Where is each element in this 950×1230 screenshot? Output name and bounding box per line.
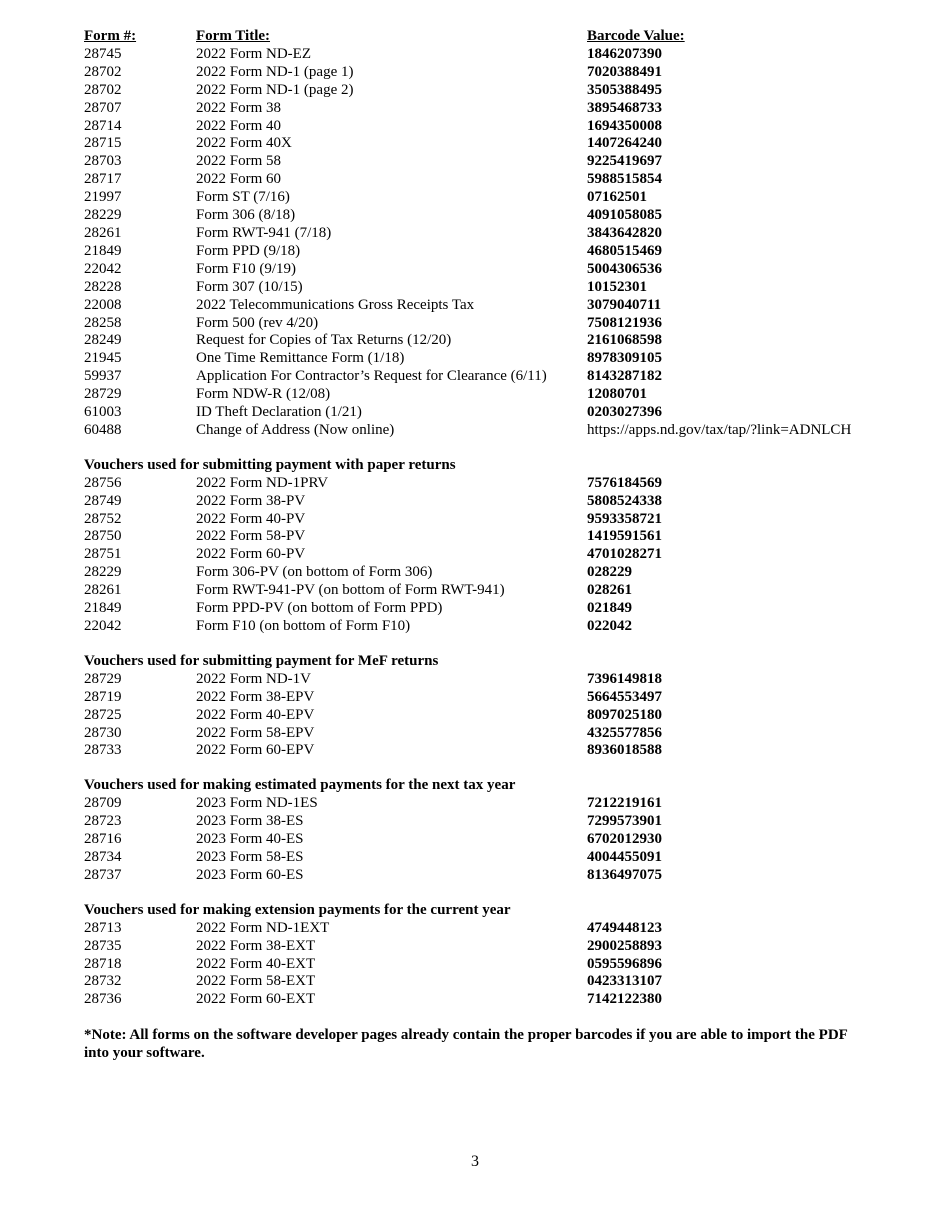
form-title: Request for Copies of Tax Returns (12/20) [196,332,452,349]
form-number: 61003 [84,404,122,421]
form-number: 28733 [84,742,122,759]
form-number: 28716 [84,831,122,848]
form-title: 2022 Form 38-EPV [196,688,315,705]
barcode-value: 8143287182 [587,368,662,385]
table-row [84,546,864,564]
form-title: 2022 Form 60-EXT [196,991,316,1008]
form-number: 21849 [84,242,122,259]
form-title: Change of Address (Now online) [196,421,395,438]
section-title: Vouchers used for submitting payment for MeF returns [84,652,439,669]
table-row [84,813,864,831]
form-number: 22008 [84,296,122,313]
form-number: 28228 [84,278,122,295]
barcode-value: 1407264240 [587,135,662,152]
form-number: 28736 [84,991,122,1008]
barcode-value: 07162501 [587,189,647,206]
form-title: 2022 Form 40 [196,117,282,134]
form-title: Form NDW-R (12/08) [196,386,331,403]
address-row [84,422,864,440]
barcode-value: 021849 [587,600,632,617]
table-row [84,475,864,493]
barcode-value: 1694350008 [587,117,662,134]
form-number-header: Form #: [84,28,137,44]
form-title: Application For Contractor’s Request for Clearance (6/11) [196,368,547,385]
barcode-value: 8978309105 [587,350,662,367]
form-number: 28702 [84,63,122,80]
table-row [84,849,864,867]
form-title: 2022 Form ND-EZ [196,45,311,62]
form-title: Form F10 (9/19) [196,260,297,277]
form-title: 2022 Form ND-1PRV [196,474,329,491]
form-title: 2023 Form ND-1ES [196,795,318,812]
table-row [84,511,864,529]
form-number: 28717 [84,171,122,188]
form-title: 2022 Form 40-PV [196,510,306,527]
barcode-value-header: Barcode Value: [587,28,685,44]
form-title: 2022 Form ND-1 (page 2) [196,81,354,98]
barcode-document [84,28,864,1062]
form-title: Form 500 (rev 4/20) [196,314,319,331]
table-row [84,831,864,849]
barcode-value: 2161068598 [587,332,662,349]
form-number: 28229 [84,207,122,224]
barcode-value: 3895468733 [587,99,662,116]
barcode-value: 1419591561 [587,528,662,545]
form-number: 22042 [84,260,122,277]
form-title: Form RWT-941 (7/18) [196,224,332,241]
table-row [84,725,864,743]
table-row [84,671,864,689]
barcode-value: 7212219161 [587,795,662,812]
form-number: 28713 [84,919,122,936]
barcode-value: 9593358721 [587,510,662,527]
table-row [84,867,864,885]
barcode-value: 6702012930 [587,831,662,848]
main-form-list [84,46,864,422]
table-row [84,225,864,243]
form-title: 2022 Form 40X [196,135,292,152]
table-row [84,795,864,813]
form-number: 28750 [84,528,122,545]
voucher-sections [84,457,864,1009]
page-number: 3 [471,1153,479,1170]
barcode-value: 7396149818 [587,670,662,687]
form-number: 28732 [84,973,122,990]
form-title: 2022 Form 38 [196,99,282,116]
table-row [84,189,864,207]
form-number: 28709 [84,795,122,812]
form-number: 22042 [84,618,122,634]
form-number: 28735 [84,937,122,954]
form-title: 2022 Form 60-EPV [196,742,315,759]
form-number: 28734 [84,848,122,865]
table-row [84,261,864,279]
section-title: Vouchers used for making extension payments for the current year [84,901,511,918]
form-number: 28749 [84,492,122,509]
form-title: 2022 Form 58 [196,153,282,170]
barcode-value: 3079040711 [587,296,662,313]
form-title: 2023 Form 38-ES [196,813,304,830]
form-title: 2023 Form 60-ES [196,866,304,883]
form-title: 2023 Form 58-ES [196,848,304,865]
barcode-value: 4749448123 [587,919,662,936]
table-row [84,350,864,368]
form-number: 28258 [84,314,122,331]
barcode-value: 5988515854 [587,171,662,188]
voucher-section [84,902,864,1009]
table-row [84,493,864,511]
form-title: 2022 Form 40-EPV [196,706,315,723]
barcode-value: 4680515469 [587,242,662,259]
table-row [84,297,864,315]
barcode-value: 4325577856 [587,724,662,741]
form-title: 2022 Form 40-EXT [196,955,316,972]
form-title: 2022 Form 58-EXT [196,973,316,990]
table-row [84,564,864,582]
form-title: 2022 Form 38-PV [196,492,306,509]
form-title: ID Theft Declaration (1/21) [196,404,362,421]
table-row [84,689,864,707]
barcode-value: 7299573901 [587,813,662,830]
form-title-header: Form Title: [196,28,271,44]
barcode-value: 028229 [587,564,632,581]
form-number: 21997 [84,189,122,206]
table-row [84,528,864,546]
form-number: 60488 [84,421,122,438]
barcode-value: 5004306536 [587,260,662,277]
form-title: 2022 Form ND-1EXT [196,919,330,936]
barcode-value: 1846207390 [587,45,662,62]
barcode-value: 7142122380 [587,991,662,1008]
barcode-value: 9225419697 [587,153,662,170]
section-title: Vouchers used for submitting payment with paper returns [84,456,456,473]
voucher-section [84,457,864,636]
form-number: 28702 [84,81,122,98]
form-title: Form 306-PV (on bottom of Form 306) [196,564,433,581]
form-number: 28714 [84,117,122,134]
barcode-value: 2900258893 [587,937,662,954]
barcode-value: 022042 [587,618,632,634]
barcode-value: 3843642820 [587,224,662,241]
form-title: 2023 Form 40-ES [196,831,304,848]
form-number: 28745 [84,45,122,62]
barcode-value: 7020388491 [587,63,662,80]
barcode-value: 0423313107 [587,973,662,990]
table-row [84,118,864,136]
form-title: Form ST (7/16) [196,189,290,206]
barcode-value: 4701028271 [587,546,662,563]
table-row [84,315,864,333]
form-title: 2022 Form ND-1V [196,670,311,687]
table-row [84,332,864,350]
table-row [84,368,864,386]
barcode-value: 8097025180 [587,706,662,723]
barcode-value: 5808524338 [587,492,662,509]
form-title: Form PPD-PV (on bottom of Form PPD) [196,600,443,617]
table-row [84,153,864,171]
form-number: 28707 [84,99,122,116]
table-row [84,64,864,82]
form-number: 28261 [84,582,122,599]
barcode-value: 4091058085 [587,207,662,224]
form-title: Form 307 (10/15) [196,278,303,295]
form-number: 28725 [84,706,122,723]
table-row [84,207,864,225]
table-row [84,171,864,189]
table-row [84,920,864,938]
address-link[interactable]: https://apps.nd.gov/tax/tap/?link=ADNLCH [587,421,852,438]
form-title: Form PPD (9/18) [196,242,301,259]
form-number: 28229 [84,564,122,581]
form-title: 2022 Form 58-PV [196,528,306,545]
form-number: 28715 [84,135,122,152]
table-row [84,956,864,974]
form-title: Form 306 (8/18) [196,207,296,224]
table-row [84,46,864,64]
form-number: 21849 [84,600,122,617]
table-row [84,991,864,1009]
table-row [84,243,864,261]
form-number: 28752 [84,510,122,527]
table-row [84,404,864,422]
form-title: 2022 Form 60-PV [196,546,306,563]
form-number: 28719 [84,688,122,705]
form-number: 28751 [84,546,122,563]
form-number: 21945 [84,350,122,367]
table-row [84,973,864,991]
barcode-value: 3505388495 [587,81,662,98]
table-row [84,100,864,118]
form-number: 28718 [84,955,122,972]
form-number: 28249 [84,332,122,349]
section-title: Vouchers used for making estimated payments for the next tax year [84,777,516,794]
form-number: 28730 [84,724,122,741]
table-row [84,386,864,404]
table-row [84,618,864,636]
table-row [84,582,864,600]
barcode-value: 7576184569 [587,474,662,491]
form-title: 2022 Form 38-EXT [196,937,316,954]
barcode-value: 12080701 [587,386,647,403]
form-number: 28729 [84,386,122,403]
barcode-value: 0203027396 [587,404,662,421]
form-number: 28737 [84,866,122,883]
barcode-value: 5664553497 [587,688,662,705]
barcode-value: 8136497075 [587,866,662,883]
table-row [84,82,864,100]
form-number: 28756 [84,474,122,491]
form-number: 28723 [84,813,122,830]
form-title: 2022 Form 60 [196,171,282,188]
table-row [84,707,864,725]
barcode-value: 10152301 [587,278,647,295]
table-row [84,135,864,153]
table-row [84,600,864,618]
barcode-value: 0595596896 [587,955,662,972]
form-title: Form RWT-941-PV (on bottom of Form RWT-941) [196,582,505,599]
table-header [84,28,864,46]
voucher-section [84,653,864,760]
form-number: 28729 [84,670,122,687]
software-note: *Note: All forms on the software developer pages already contain the proper barcodes if you are able to import the PDF into your software. [84,1027,848,1062]
barcode-value: 8936018588 [587,742,662,759]
table-row [84,742,864,760]
form-title: 2022 Telecommunications Gross Receipts Tax [196,296,475,313]
form-number: 28261 [84,224,122,241]
form-title: One Time Remittance Form (1/18) [196,350,405,367]
form-title: Form F10 (on bottom of Form F10) [196,618,411,634]
form-title: 2022 Form ND-1 (page 1) [196,63,354,80]
form-title: 2022 Form 58-EPV [196,724,315,741]
voucher-section [84,777,864,884]
table-row [84,938,864,956]
barcode-value: 028261 [587,582,632,599]
barcode-value: 4004455091 [587,848,662,865]
table-row [84,279,864,297]
barcode-value: 7508121936 [587,314,662,331]
form-number: 28703 [84,153,122,170]
form-number: 59937 [84,368,122,385]
